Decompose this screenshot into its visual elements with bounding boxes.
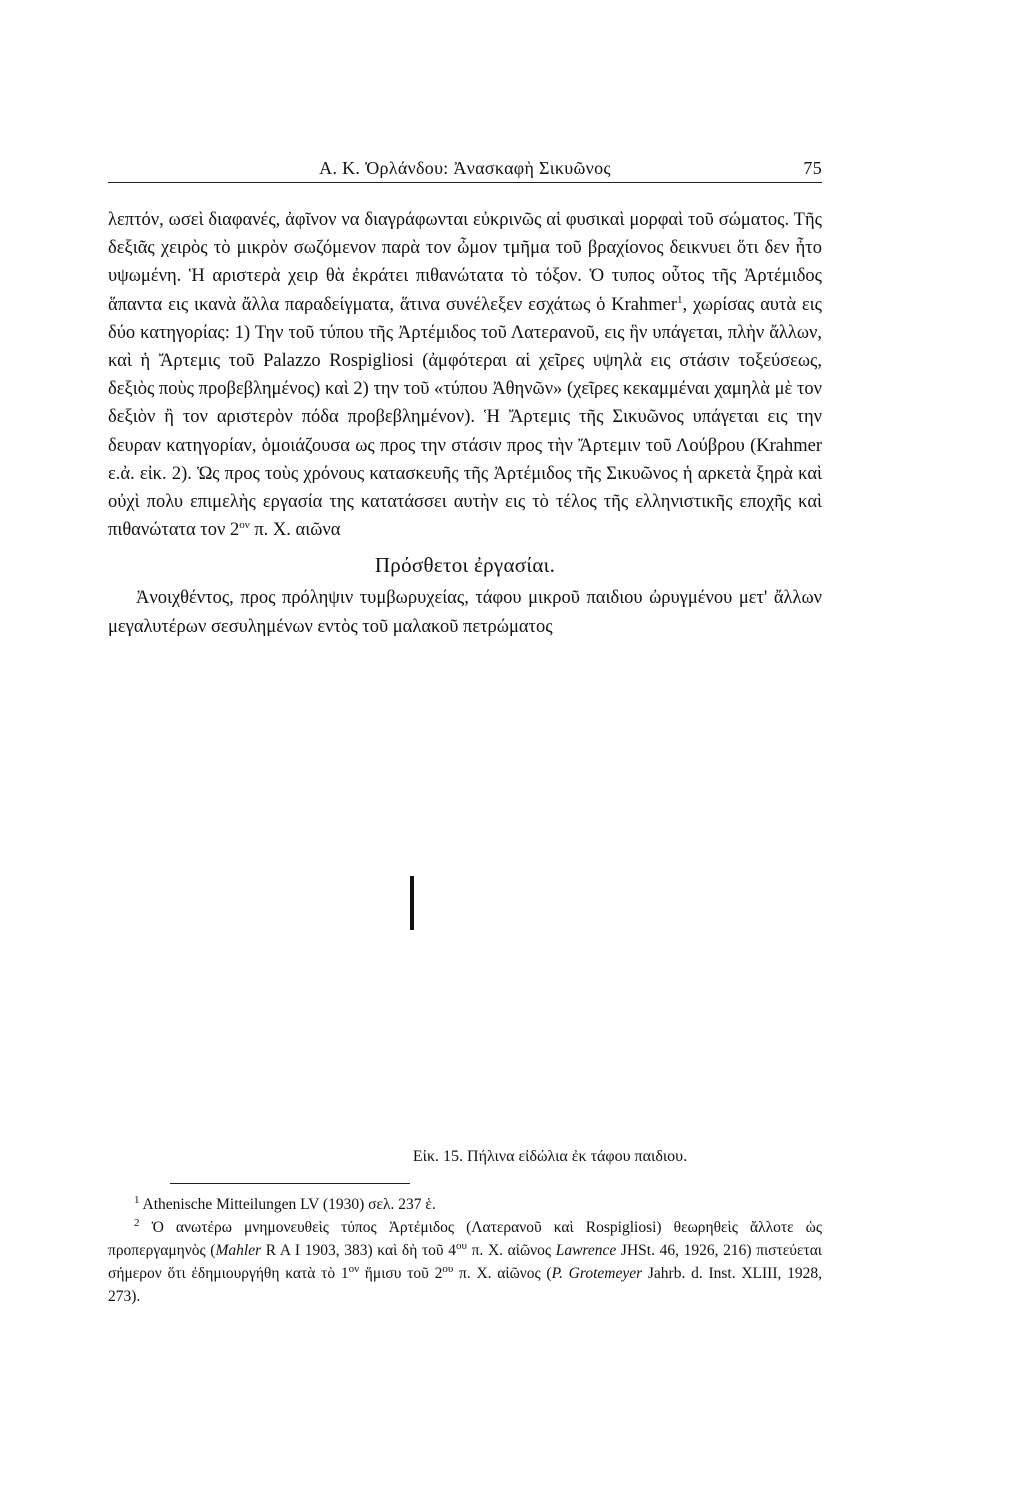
footnote-rule — [170, 1183, 410, 1184]
footnote-1-mark: 1 — [134, 1193, 140, 1206]
author-lawrence: Lawrence — [555, 1242, 617, 1259]
footnote-ref-1: 1 — [677, 293, 683, 306]
header-rule — [108, 182, 822, 183]
paragraph-tomb: Ἀνοιχθέντος, προς πρόληψιν τυμβωρυχείας, τάφου μικροῦ παιδιου ὠρυγμένου μετ' ἄλλων μεγαλυτέρων σεσυλημένων εντὸς τοῦ μαλακοῦ πετρώματος — [108, 588, 822, 637]
footnote-2-sup-2: ον — [348, 1262, 360, 1275]
section-heading: Πρόσθετοι ἐργασίαι. — [374, 553, 556, 578]
footnote-2-sup-1: ου — [456, 1239, 467, 1252]
author-mahler: Mahler — [215, 1242, 262, 1259]
footnote-2-mark: 2 — [134, 1216, 140, 1229]
figure-caption: Εἰκ. 15. Πήλινα εἰδώλια ἐκ τάφου παιδιου. — [412, 1148, 688, 1165]
main-text — [108, 206, 822, 641]
footnote-2-text-c: π. Χ. αἰῶνος — [466, 1242, 556, 1259]
footnote-1-text: Athenische Mitteilungen LV (1930) σελ. 237 ἑ. — [139, 1196, 436, 1213]
footnote-2-text-g: Jahrb. d. Inst. XLIII, 1928, 273). — [108, 1265, 822, 1305]
para1c-text: π. Χ. αιῶνα — [249, 520, 341, 541]
figure-remnant — [410, 876, 414, 930]
running-header — [108, 158, 822, 184]
page-number: 75 — [803, 158, 822, 178]
para1-text: λεπτόν, ωσεὶ διαφανές, ἀφῖνον να διαγράφωνται εὐκρινῶς αἱ φυσικαὶ μορφαὶ τοῦ σώματος. Τῆς δεξιᾶς χειρὸς τὸ μικρὸν σωζόμενον παρὰ τον ὦμον τμῆμα τοῦ βραχίονος δεικνυει ὅτι δεν ἦτο υψωμένη. Ἡ αριστερὰ χειρ θὰ ἐκράτει πιθανώτατα τὸ τόξον. Ὁ τυπος οὗτος τῆς Ἀρτέμιδος ἅπαντα εις ικανὰ ἄλλα παραδείγματα, ἅτινα συνέλεξεν εσχάτως ὁ Krahmer — [108, 210, 822, 315]
running-title: Α. Κ. Ὀρλάνδου: Ἀνασκαφὴ Σικυῶνος — [319, 158, 611, 178]
footnote-2-text-b: R A I 1903, 383) καὶ δὴ τοῦ 4 — [261, 1242, 456, 1259]
author-grotemeyer: P. Grotemeyer — [551, 1265, 643, 1282]
footnote-1 — [108, 1193, 822, 1216]
footnotes — [108, 1193, 822, 1308]
para1b-text: , χωρίσας αυτὰ εις δύο κατηγορίας: 1) Την τοῦ τύπου τῆς Ἀρτέμιδος τοῦ Λατερανοῦ, εις ἣν υπάγεται, πλὴν ἄλλων, καὶ ἡ Ἄρτεμις τοῦ Palazzo Rospigliosi (ἀμφότεραι αἱ χεῖρες υψηλὰ εις στάσιν τοξεύσεως, δεξιὸς ποὺς προβεβλημένος) καὶ 2) την τοῦ «τύπου Ἀθηνῶν» (χεῖρες κεκαμμέναι χαμηλὰ μὲ τον δεξιὸν ἢ τον αριστερὸν πόδα προβεβλημένον). Ἡ Ἄρτεμις τῆς Σικυῶνος υπάγεται εις την δευραν κατηγορίαν, ὁμοιάζουσα ως προς την στάσιν προς τὴν Ἄρτεμιν τοῦ Λούβρου (Krahmer ε.ἀ. εἰκ. 2). Ὡς προς τοὺς χρόνους κατασκευῆς τῆς Ἀρτέμιδος τῆς Σικυῶνος ἡ αρκετὰ ξηρὰ καὶ οὐχὶ πολυ επιμελὴς εργασία της κατατάσσει αυτὴν εις τὸ τέλος τῆς ελληνιστικῆς εποχῆς καὶ πιθανώτατα τον 2 — [108, 294, 822, 541]
footnote-2 — [108, 1216, 822, 1308]
footnote-2-text-e: ἥμισυ τοῦ 2 — [359, 1265, 443, 1282]
footnote-2-text-d: JHSt. 46, 1926, 216) πιστεύεται σήμερον ὅτι ἐδημιουργήθη κατὰ τὸ 1 — [108, 1242, 822, 1282]
footnote-2-text-a: Ὁ ανωτέρω μνημονευθεὶς τύπος Ἀρτέμιδος (Λατερανοῦ καὶ Rospigliosi) θεωρηθεὶς ἄλλοτε ὡς προπεργαμηνὸς ( — [108, 1219, 822, 1259]
superscript-ov: ον — [239, 519, 250, 532]
footnote-2-sup-3: ου — [442, 1262, 454, 1275]
footnote-2-text-f: π. Χ. αἰῶνος ( — [453, 1265, 552, 1282]
paragraph-artemis — [108, 206, 822, 544]
